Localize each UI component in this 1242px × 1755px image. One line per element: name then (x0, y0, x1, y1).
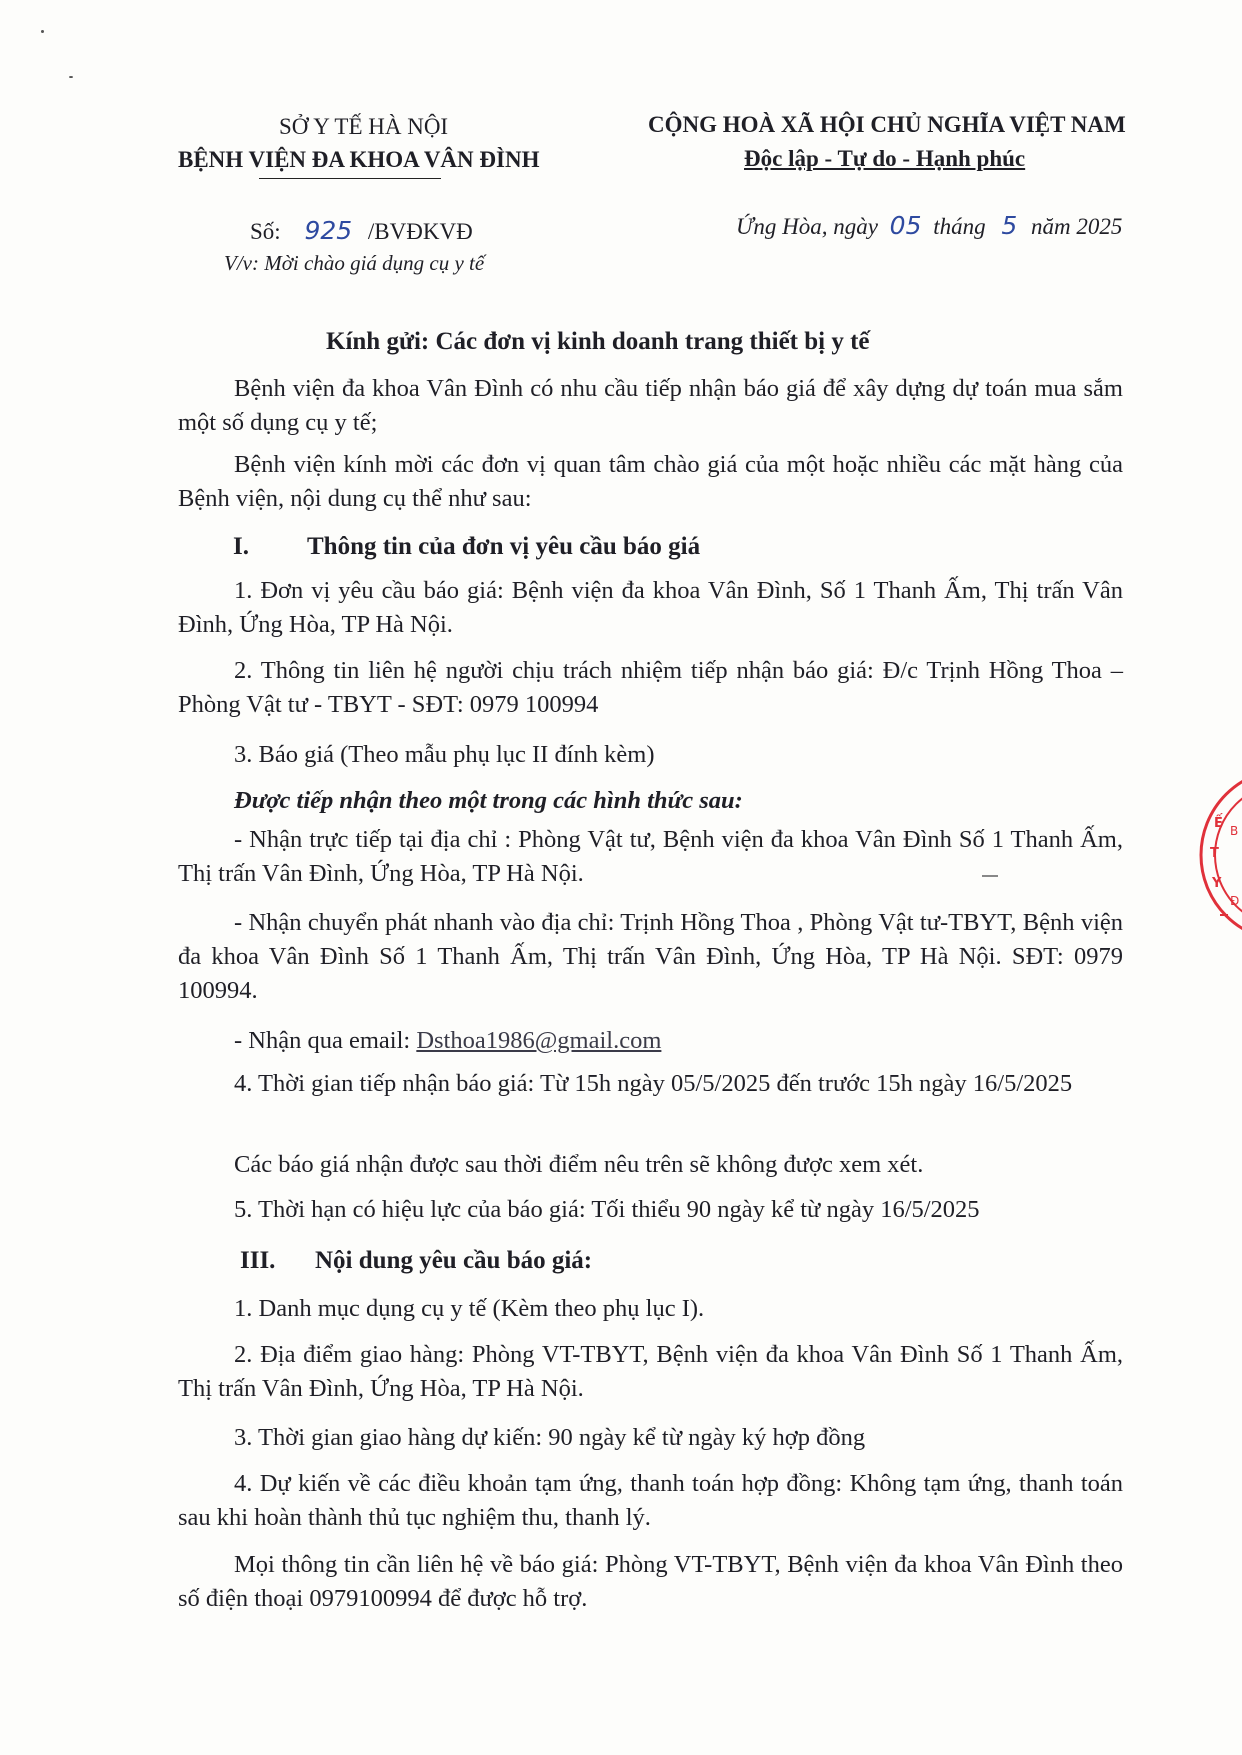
item-text: 3. Báo giá (Theo mẫu phụ lục II đính kèm) (234, 741, 655, 768)
section-1-item-4 (178, 1067, 1123, 1101)
number-handwritten: 925 (304, 216, 353, 245)
email-link[interactable]: Dsthoa1986@gmail.com (416, 1027, 662, 1054)
late-quote-note (178, 1148, 1123, 1182)
item-text: Các báo giá nhận được sau thời điểm nêu trên sẽ không được xem xét. (234, 1151, 924, 1178)
receive-method-direct (178, 823, 1123, 891)
section-1-item-2 (178, 654, 1123, 722)
section-3-item-3 (178, 1421, 1123, 1455)
place-and-date (736, 211, 1122, 240)
item-text: Mọi thông tin cần liên hệ về báo giá: Phòng VT-TBYT, Bệnh viện đa khoa Vân Đình theo số điện thoại 0979100994 để được hỗ trợ. (178, 1551, 1123, 1612)
svg-text:T: T (1210, 846, 1219, 861)
section-1-item-3 (178, 738, 1123, 772)
svg-text:B: B (1230, 824, 1239, 838)
item-text: 3. Thời gian giao hàng dự kiến: 90 ngày kể từ ngày ký hợp đồng (234, 1424, 866, 1451)
hospital-name: BỆNH VIỆN ĐA KHOA VÂN ĐÌNH (178, 147, 540, 172)
receive-method-courier (178, 906, 1123, 1008)
item-text: - Nhận trực tiếp tại địa chỉ : Phòng Vật tư, Bệnh viện đa khoa Vân Đình Số 1 Thanh Ấm, Thị trấn Vân Đình, Ứng Hòa, TP Hà Nội. (178, 826, 1123, 887)
item-text: 4. Thời gian tiếp nhận báo giá: Từ 15h ngày 05/5/2025 đến trước 15h ngày 16/5/2025 (234, 1070, 1073, 1097)
scan-speck (69, 76, 73, 78)
department-name: SỞ Y TẾ HÀ NỘI (279, 114, 449, 139)
month-label: tháng (933, 214, 986, 239)
national-motto: Độc lập - Tự do - Hạnh phúc (744, 146, 1026, 171)
section-1-title: Thông tin của đơn vị yêu cầu báo giá (307, 533, 701, 560)
section-3-title: Nội dung yêu cầu báo giá: (315, 1247, 593, 1274)
intro-text-1: Bệnh viện đa khoa Vân Đình có nhu cầu tiếp nhận báo giá để xây dựng dự toán mua sắm một số dụng cụ y tế; (178, 375, 1123, 436)
receive-methods-heading (178, 784, 1123, 818)
section-1-number: I. (233, 533, 249, 560)
section-1-item-1 (178, 574, 1123, 642)
intro-paragraph-1 (178, 372, 1123, 440)
hospital-underline (259, 178, 441, 179)
email-prefix: - Nhận qua email: (234, 1027, 411, 1054)
scan-mark (982, 875, 998, 877)
section-3-number: III. (240, 1247, 276, 1274)
item-text: - Nhận chuyển phát nhanh vào địa chỉ: Trịnh Hồng Thoa , Phòng Vật tư-TBYT, Bệnh viện đa khoa Vân Đình Số 1 Thanh Ấm, Thị trấn Vân Đình, Ứng Hòa, TP Hà Nội. SĐT: 0979 100994. (178, 909, 1123, 1004)
svg-text:Y: Y (1212, 876, 1222, 891)
official-stamp-partial (1192, 765, 1242, 945)
nation-title: CỘNG HOÀ XÃ HỘI CHỦ NGHĨA VIỆT NAM (648, 112, 1126, 137)
item-text: 1. Đơn vị yêu cầu báo giá: Bệnh viện đa khoa Vân Đình, Số 1 Thanh Ấm, Thị trấn Vân Đình, Ứng Hòa, TP Hà Nội. (178, 577, 1123, 638)
item-text: 2. Thông tin liên hệ người chịu trách nhiệm tiếp nhận báo giá: Đ/c Trịnh Hồng Thoa – Phòng Vật tư - TBYT - SĐT: 0979 100994 (178, 657, 1123, 718)
place-date-prefix: Ứng Hòa, ngày (736, 214, 878, 239)
document-subject: V/v: Mời chào giá dụng cụ y tế (224, 251, 485, 275)
section-1-item-5 (178, 1193, 1123, 1227)
year-label: năm 2025 (1031, 214, 1123, 239)
item-text: 4. Dự kiến về các điều khoản tạm ứng, thanh toán hợp đồng: Không tạm ứng, thanh toán sau khi hoàn thành thủ tục nghiệm thu, thanh lý. (178, 1470, 1123, 1531)
section-3-item-1 (178, 1292, 1123, 1326)
intro-paragraph-2 (178, 448, 1123, 516)
number-label: Số: (250, 219, 281, 244)
receive-method-email (178, 1024, 1123, 1058)
contact-paragraph (178, 1548, 1123, 1616)
item-text: 1. Danh mục dụng cụ y tế (Kèm theo phụ lục I). (234, 1295, 705, 1322)
svg-text:Đ: Đ (1230, 894, 1240, 908)
document-number (250, 216, 473, 245)
item-text: 2. Địa điểm giao hàng: Phòng VT-TBYT, Bệnh viện đa khoa Vân Đình Số 1 Thanh Ấm, Thị trấn Vân Đình, Ứng Hòa, TP Hà Nội. (178, 1341, 1123, 1402)
intro-text-2: Bệnh viện kính mời các đơn vị quan tâm chào giá của một hoặc nhiều các mặt hàng của Bệnh viện, nội dung cụ thể như sau: (178, 451, 1123, 512)
salutation: Kính gửi: Các đơn vị kinh doanh trang thiết bị y tế (326, 328, 870, 355)
scan-speck (41, 30, 44, 33)
receive-heading-text: Được tiếp nhận theo một trong các hình thức sau: (234, 787, 743, 814)
svg-text:Ế: Ế (1214, 816, 1223, 831)
handwritten-month: 5 (1001, 211, 1018, 240)
number-suffix: /BVĐKVĐ (367, 219, 473, 244)
handwritten-day: 05 (889, 211, 922, 240)
item-text: 5. Thời hạn có hiệu lực của báo giá: Tối thiểu 90 ngày kể từ ngày 16/5/2025 (234, 1196, 980, 1223)
section-3-item-2 (178, 1338, 1123, 1406)
section-3-item-4 (178, 1467, 1123, 1535)
